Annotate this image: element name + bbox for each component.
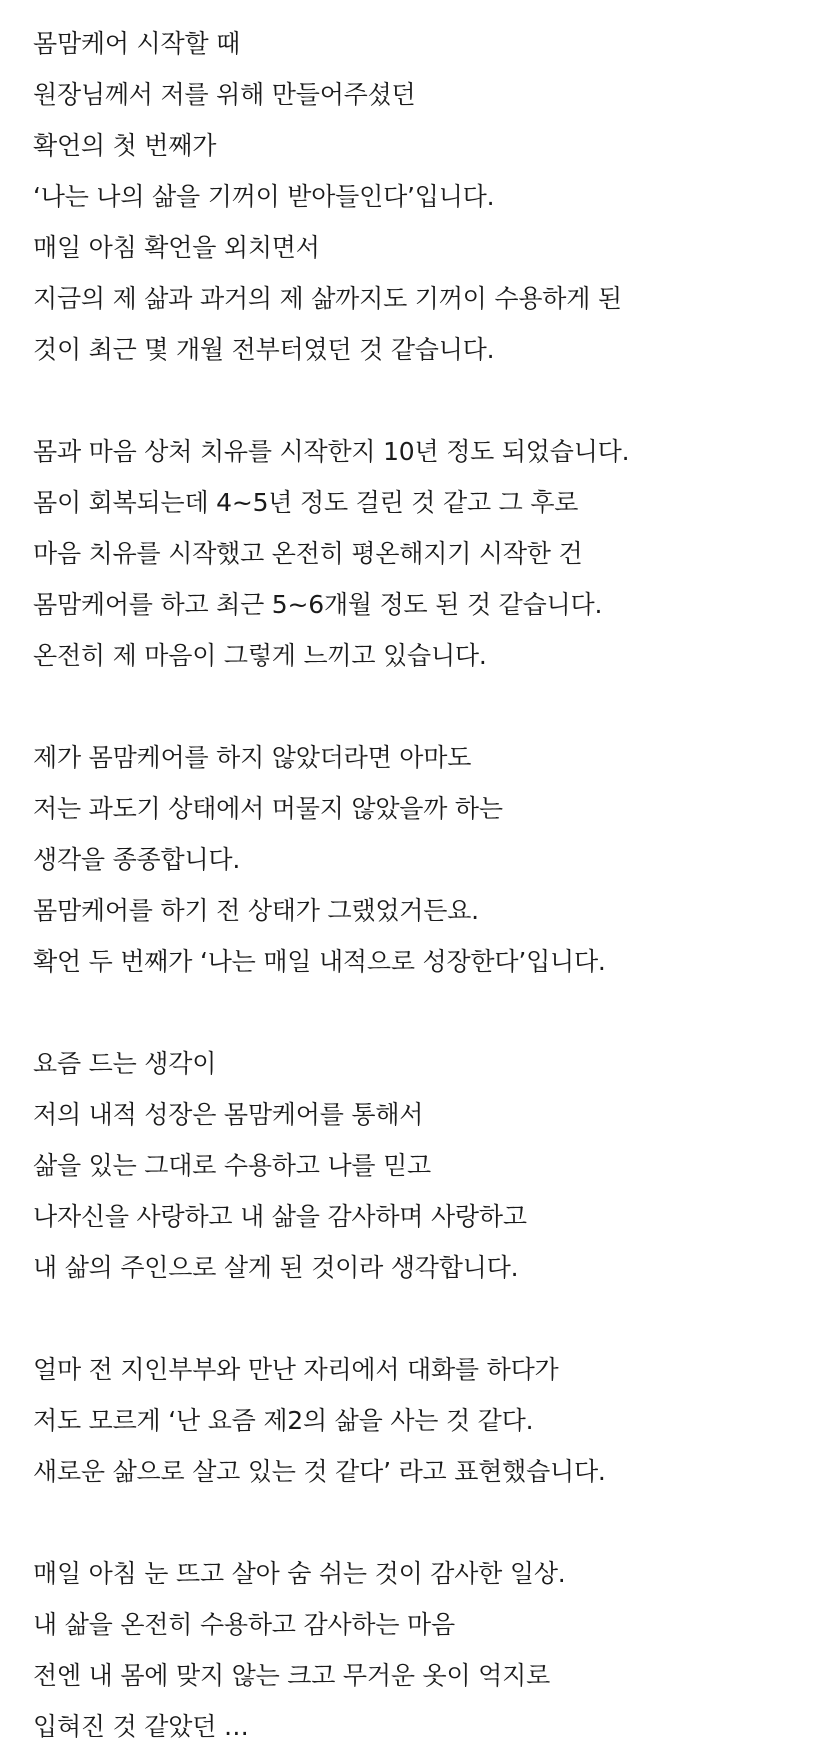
text-line: 매일 아침 확언을 외치면서	[33, 233, 320, 262]
text-line: 입혀진 것 같았던 …	[33, 1712, 249, 1741]
text-line: 저는 과도기 상태에서 머물지 않았을까 하는	[33, 794, 503, 823]
text-line: 제가 몸맘케어를 하지 않았더라면 아마도	[33, 743, 472, 772]
paragraph-3	[33, 732, 823, 987]
paragraph-2	[33, 426, 823, 681]
text-line: 내 삶을 온전히 수용하고 감사하는 마음	[33, 1610, 455, 1639]
text-line: 나자신을 사랑하고 내 삶을 감사하며 사랑하고	[33, 1202, 527, 1231]
text-line: 몸과 마음 상처 치유를 시작한지 10년 정도 되었습니다.	[33, 437, 630, 466]
paragraph-1	[33, 18, 823, 375]
text-line: 요즘 드는 생각이	[33, 1049, 217, 1078]
text-line: 마음 치유를 시작했고 온전히 평온해지기 시작한 건	[33, 539, 583, 568]
text-line: 새로운 삶으로 살고 있는 것 같다’ 라고 표현했습니다.	[33, 1457, 606, 1486]
text-line: 매일 아침 눈 뜨고 살아 숨 쉬는 것이 감사한 일상.	[33, 1559, 566, 1588]
text-line: 것이 최근 몇 개월 전부터였던 것 같습니다.	[33, 335, 495, 364]
text-line: 온전히 제 마음이 그렇게 느끼고 있습니다.	[33, 641, 487, 670]
text-line: 전엔 내 몸에 맞지 않는 크고 무거운 옷이 억지로	[33, 1661, 551, 1690]
text-line: 생각을 종종합니다.	[33, 845, 241, 874]
text-line: 지금의 제 삶과 과거의 제 삶까지도 기꺼이 수용하게 된	[33, 284, 622, 313]
text-line: 삶을 있는 그대로 수용하고 나를 믿고	[33, 1151, 431, 1180]
text-line: 몸맘케어를 하기 전 상태가 그랬었거든요.	[33, 896, 479, 925]
text-line: 원장님께서 저를 위해 만들어주셨던	[33, 80, 416, 109]
paragraph-4	[33, 1038, 823, 1293]
text-line: 얼마 전 지인부부와 만난 자리에서 대화를 하다가	[33, 1355, 559, 1384]
text-line: ‘나는 나의 삶을 기꺼이 받아들인다’입니다.	[33, 182, 495, 211]
text-line: 내 삶의 주인으로 살게 된 것이라 생각합니다.	[33, 1253, 519, 1282]
text-line: 몸맘케어를 하고 최근 5~6개월 정도 된 것 같습니다.	[33, 590, 603, 619]
paragraph-5	[33, 1344, 823, 1497]
text-line: 몸이 회복되는데 4~5년 정도 걸린 것 같고 그 후로	[33, 488, 579, 517]
text-line: 확언의 첫 번째가	[33, 131, 217, 160]
text-line: 저도 모르게 ‘난 요즘 제2의 삶을 사는 것 같다.	[33, 1406, 534, 1435]
text-line: 저의 내적 성장은 몸맘케어를 통해서	[33, 1100, 424, 1129]
paragraph-6	[33, 1548, 823, 1752]
text-line: 확언 두 번째가 ‘나는 매일 내적으로 성장한다’입니다.	[33, 947, 606, 976]
document-body	[33, 18, 823, 1752]
text-line: 몸맘케어 시작할 때	[33, 29, 241, 58]
